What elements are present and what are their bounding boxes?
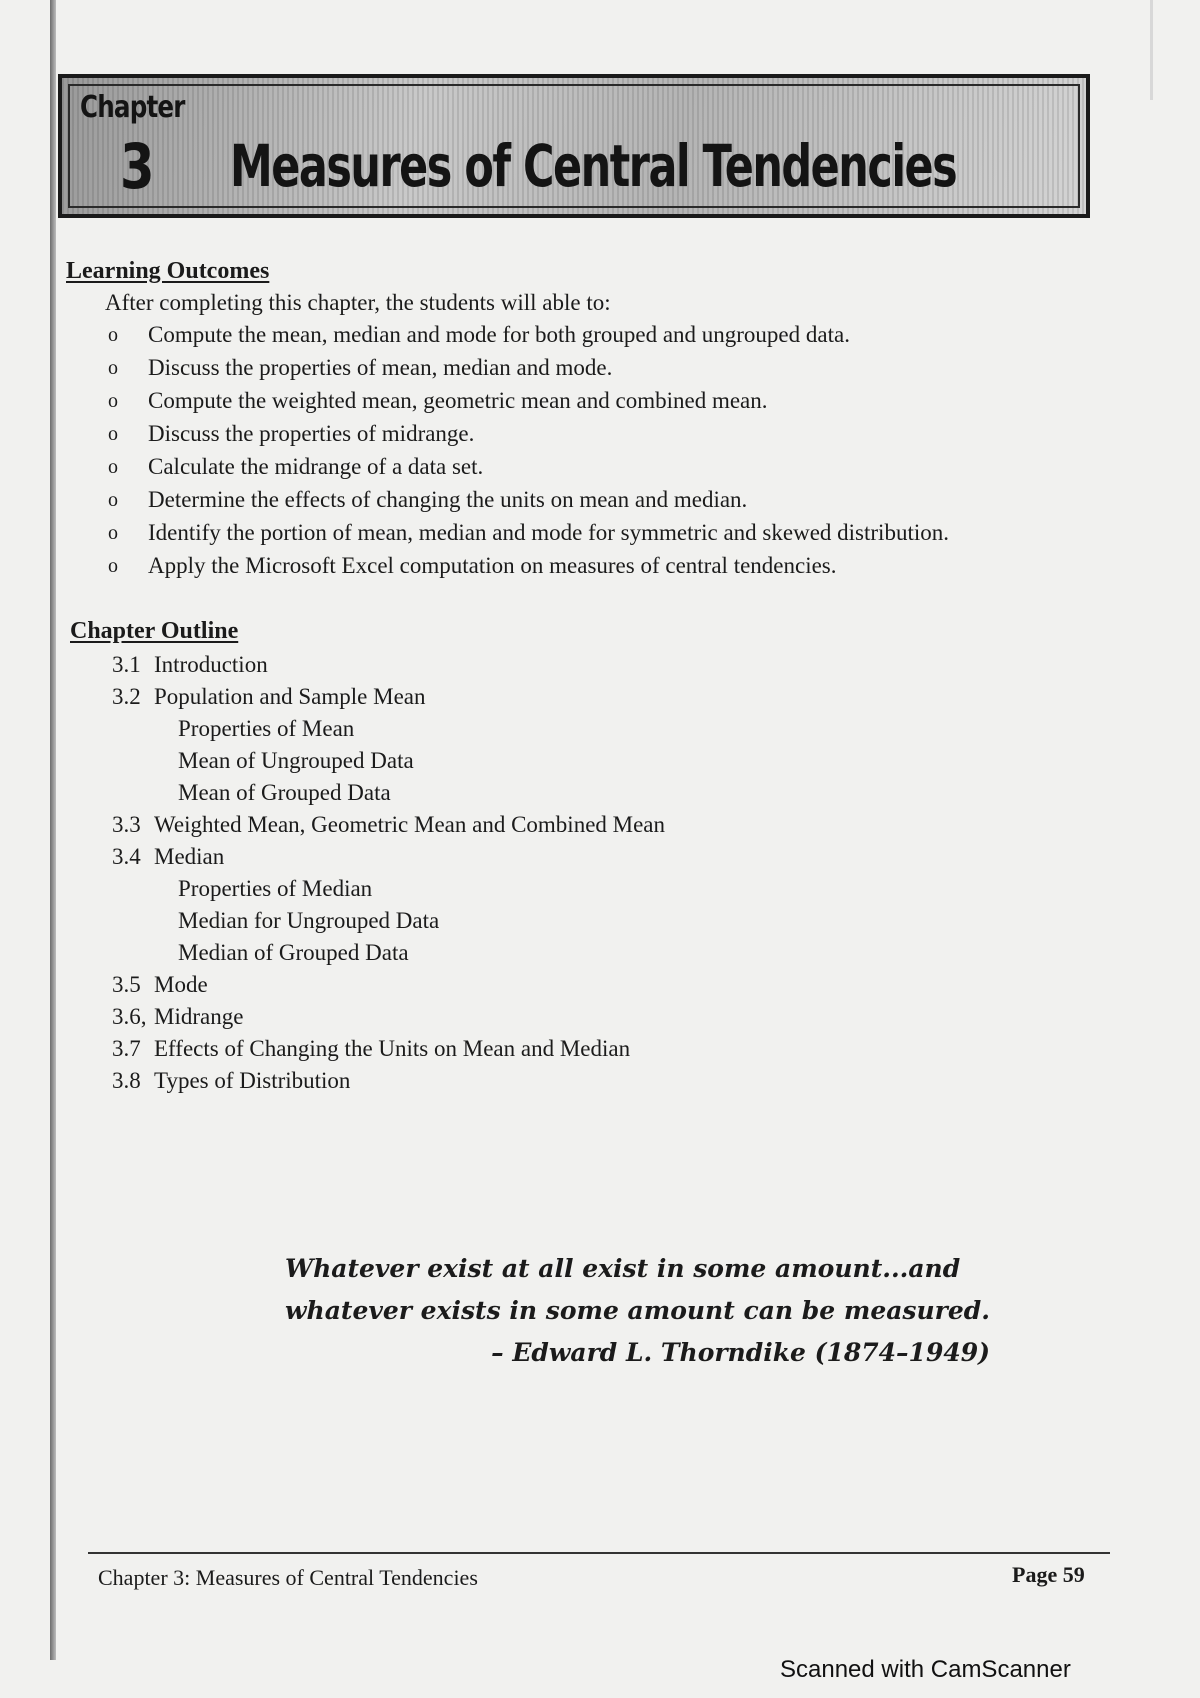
outline-item-text: Mean of Grouped Data (178, 780, 391, 805)
bullet-icon: o (108, 489, 118, 511)
outline-item-text: Median of Grouped Data (178, 940, 409, 965)
outline-subsection-item (112, 780, 665, 812)
outline-section-item (112, 972, 665, 1004)
outline-item-text: Introduction (154, 652, 268, 677)
bullet-icon: o (108, 390, 118, 412)
outline-item-text: Weighted Mean, Geometric Mean and Combined Mean (154, 812, 666, 837)
quote-block (285, 1248, 990, 1374)
learning-outcome-text: Compute the mean, median and mode for both grouped and ungrouped data. (148, 322, 850, 347)
quote-attribution: – Edward L. Thorndike (1874–1949) (491, 1338, 990, 1367)
outline-item-text: Median for Ungrouped Data (178, 908, 440, 933)
outline-item-text: Population and Sample Mean (154, 684, 426, 709)
quote-line-1: Whatever exist at all exist in some amount...and (285, 1254, 961, 1283)
outline-item-text: Mode (154, 972, 208, 997)
learning-outcome-text: Determine the effects of changing the units on mean and median. (148, 487, 748, 512)
outline-section-item (112, 1068, 665, 1100)
outline-section-item (112, 684, 665, 716)
outline-section-item (112, 812, 665, 844)
learning-outcome-text: Apply the Microsoft Excel computation on measures of central tendencies. (148, 553, 837, 578)
learning-outcome-text: Discuss the properties of midrange. (148, 421, 475, 446)
bullet-icon: o (108, 456, 118, 478)
outline-section-item (112, 1036, 665, 1068)
outline-subsection-item (112, 908, 665, 940)
page-binding-edge (50, 0, 56, 1660)
bullet-icon: o (108, 522, 118, 544)
outline-section-number: 3.3 (112, 812, 141, 837)
learning-outcome-text: Compute the weighted mean, geometric mean and combined mean. (148, 388, 768, 413)
outline-item-text: Properties of Mean (178, 716, 355, 741)
outline-section-item (112, 844, 665, 876)
footer-chapter-title: Chapter 3: Measures of Central Tendencies (98, 1565, 478, 1590)
outline-item-text: Properties of Median (178, 876, 373, 901)
bullet-icon: o (108, 324, 118, 346)
learning-outcomes-intro: After completing this chapter, the students will able to: (105, 290, 611, 315)
outline-subsection-item (112, 876, 665, 908)
outline-section-number: 3.4 (112, 844, 141, 869)
chapter-outline-heading: Chapter Outline (70, 618, 239, 644)
bullet-icon: o (108, 555, 118, 577)
page-right-edge (1150, 0, 1153, 100)
outline-item-text: Types of Distribution (154, 1068, 351, 1093)
outline-item-text: Midrange (154, 1004, 244, 1029)
chapter-outline-list (112, 652, 665, 1100)
outline-subsection-item (112, 748, 665, 780)
learning-outcome-text: Calculate the midrange of a data set. (148, 454, 484, 479)
learning-outcome-text: Discuss the properties of mean, median and mode. (148, 355, 613, 380)
outline-section-number: 3.1 (112, 652, 141, 677)
chapter-title: Measures of Central Tendencies (230, 132, 957, 200)
outline-section-number: 3.7 (112, 1036, 141, 1061)
outline-item-text: Effects of Changing the Units on Mean and Median (154, 1036, 631, 1061)
scanner-watermark: Scanned with CamScanner (780, 1656, 1071, 1683)
outline-section-item (112, 652, 665, 684)
outline-item-text: Median (154, 844, 225, 869)
footer-divider (88, 1552, 1110, 1554)
outline-section-number: 3.2 (112, 684, 141, 709)
outline-section-number: 3.8 (112, 1068, 141, 1093)
outline-section-number: 3.5 (112, 972, 141, 997)
bullet-icon: o (108, 357, 118, 379)
page-number: Page 59 (1012, 1562, 1085, 1587)
learning-outcome-text: Identify the portion of mean, median and mode for symmetric and skewed distribution. (148, 520, 949, 545)
outline-section-number: 3.6, (112, 1004, 147, 1029)
chapter-number: 3 (120, 130, 155, 203)
outline-section-item (112, 1004, 665, 1036)
outline-subsection-item (112, 716, 665, 748)
learning-outcomes-heading: Learning Outcomes (66, 258, 270, 284)
bullet-icon: o (108, 423, 118, 445)
outline-subsection-item (112, 940, 665, 972)
outline-item-text: Mean of Ungrouped Data (178, 748, 414, 773)
quote-line-2: whatever exists in some amount can be measured. (285, 1296, 990, 1325)
chapter-banner (58, 74, 1090, 218)
chapter-label: Chapter (80, 90, 185, 125)
